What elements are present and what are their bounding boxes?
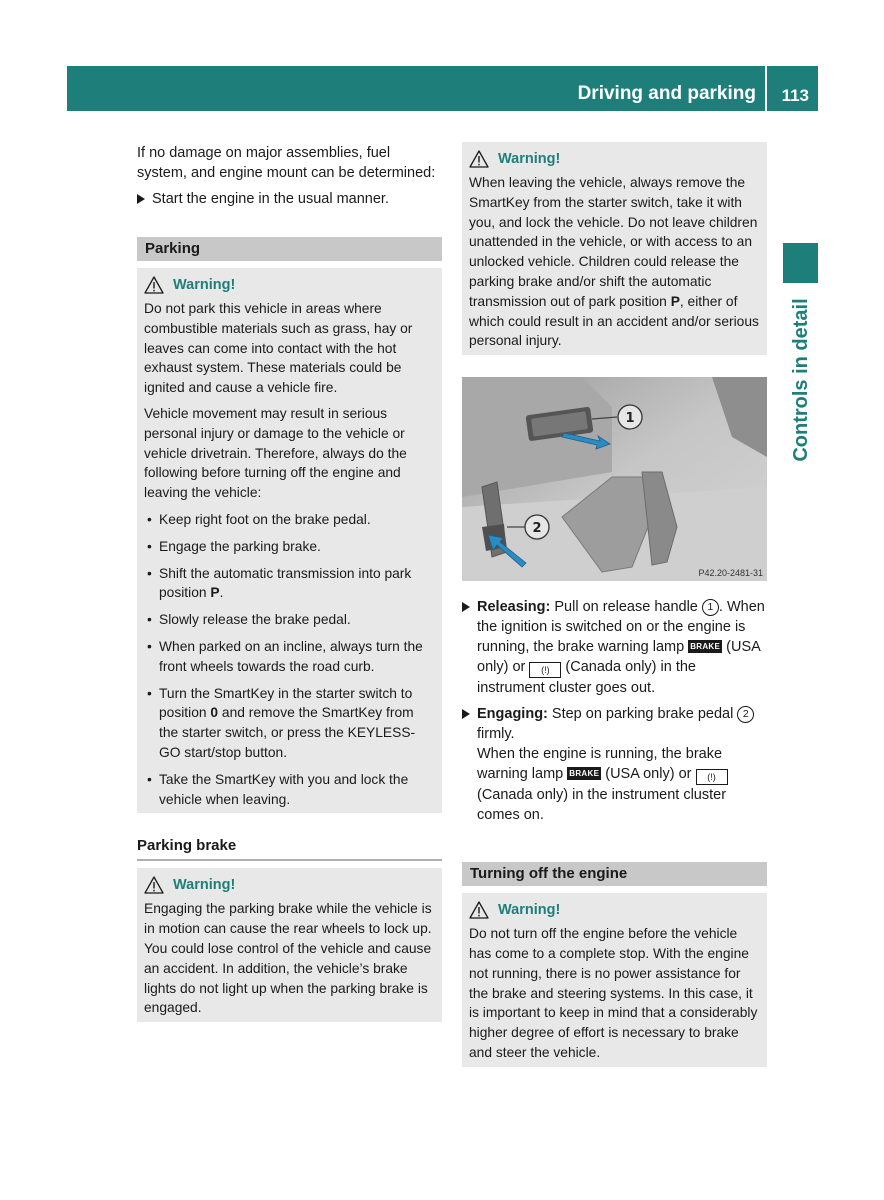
bullet-text: Take the SmartKey with you and lock the vehicle when leaving. bbox=[159, 771, 409, 807]
step-text: (USA only) or bbox=[477, 639, 761, 676]
instruction-arrow-icon bbox=[137, 194, 145, 204]
page-title: Driving and parking bbox=[577, 83, 756, 104]
bullet-text: Turn the SmartKey in the starter switch to position bbox=[159, 685, 413, 721]
warning-label: Warning! bbox=[498, 902, 561, 919]
step-text: (Canada only) in the instrument cluster comes on. bbox=[477, 787, 727, 824]
instruction-arrow-icon bbox=[462, 602, 470, 612]
pedal-illustration bbox=[462, 377, 767, 581]
step-label: Engaging: bbox=[477, 706, 548, 723]
header-bar bbox=[67, 66, 818, 111]
bullet-text: Slowly release the brake pedal. bbox=[159, 612, 351, 628]
instruction-step bbox=[137, 189, 442, 209]
step-text: . When the ignition is switched on or the engine is running, the brake warning lamp bbox=[477, 599, 765, 656]
warning-header bbox=[469, 898, 760, 922]
callout-1: 1 bbox=[625, 411, 635, 427]
step-engaging bbox=[462, 704, 767, 825]
warning-paragraph: Vehicle movement may result in serious personal injury or damage to the vehicle or vehicle drivetrain. Therefore, always do the following before turning off the engine and leaving the vehicle: bbox=[144, 405, 407, 501]
warning-triangle-icon bbox=[144, 876, 164, 894]
callout-ref-1: 1 bbox=[702, 599, 719, 616]
warning-label: Warning! bbox=[498, 151, 561, 167]
step-text: (Canada only) in the instrument cluster goes out. bbox=[477, 659, 696, 697]
brake-warning-lamp-icon: BRAKE bbox=[569, 769, 600, 779]
intro-text: If no damage on major assemblies, fuel system, and engine mount can be determined: bbox=[137, 145, 436, 181]
parking-brake-photo bbox=[462, 377, 767, 581]
right-column bbox=[462, 142, 767, 1067]
bullet-dot: • bbox=[147, 538, 152, 554]
bullet-item bbox=[144, 537, 435, 557]
bullet-dot: • bbox=[147, 685, 152, 701]
warning-triangle-icon bbox=[469, 901, 489, 919]
warning-header bbox=[144, 873, 435, 897]
bullet-dot: • bbox=[147, 771, 152, 787]
warning-box-parking bbox=[137, 268, 442, 813]
bullet-item bbox=[144, 637, 435, 677]
step-releasing bbox=[462, 597, 767, 698]
callout-ref-2: 2 bbox=[737, 706, 754, 723]
bullet-item bbox=[144, 510, 435, 530]
header-divider bbox=[765, 66, 767, 111]
section-heading-parking-brake: Parking brake bbox=[137, 835, 442, 861]
warning-text: , either of which could result in an accident and/or serious personal injury. bbox=[469, 293, 759, 349]
warning-box-leaving-vehicle bbox=[462, 142, 767, 355]
warning-paragraph: Engaging the parking brake while the vehicle is in motion can cause the rear wheels to lock up. You could lose control of the vehicle and cause an accident. In addition, the vehicle’s brake lights do not light up when the parking brake is engaged. bbox=[144, 901, 432, 1016]
step-text: When the engine is running, the brake warning lamp bbox=[477, 746, 723, 783]
step-text: Step on parking brake pedal bbox=[547, 706, 738, 723]
page-number: 113 bbox=[781, 86, 809, 105]
callout-2: 2 bbox=[532, 521, 542, 537]
bullet-dot: • bbox=[147, 638, 152, 654]
warning-box-turning-off bbox=[462, 893, 767, 1067]
bullet-text: Engage the parking brake. bbox=[159, 538, 321, 554]
bullet-item bbox=[144, 610, 435, 630]
bullet-item bbox=[144, 770, 435, 810]
side-tab-marker bbox=[783, 243, 818, 283]
bullet-text: Shift the automatic transmission into park position bbox=[159, 565, 412, 601]
step-label: Releasing: bbox=[477, 599, 551, 616]
bullet-dot: • bbox=[147, 511, 152, 527]
bullet-item bbox=[144, 684, 435, 763]
warning-header bbox=[469, 147, 760, 171]
warning-paragraph bbox=[469, 173, 760, 351]
section-heading-parking: Parking bbox=[137, 237, 442, 261]
warning-label: Warning! bbox=[173, 877, 236, 894]
bullet-dot: • bbox=[147, 565, 152, 581]
step-text: Pull on release handle bbox=[550, 599, 702, 616]
warning-paragraph: Do not park this vehicle in areas where combustible materials such as grass, hay or leaves can come into contact with the hot exhaust system. These materials could be ignited and cause a vehicle fire. bbox=[144, 301, 413, 396]
warning-box-parking-brake bbox=[137, 868, 442, 1022]
warning-bold: P bbox=[670, 293, 680, 309]
step-text: firmly. bbox=[477, 726, 515, 743]
brake-lamp-canada-icon: (!) bbox=[529, 662, 561, 678]
warning-text: When leaving the vehicle, always remove the SmartKey from the starter switch, take it with you, and lock the vehicle. Do not leave children unattended in the vehicle, or with access to an unlocked vehicle. Children could release the parking brake and/or shift the automatic transmission out of park position bbox=[469, 175, 758, 309]
warning-header bbox=[144, 273, 435, 297]
warning-triangle-icon bbox=[144, 276, 164, 294]
bullet-bold: P bbox=[210, 585, 220, 601]
warning-label: Warning! bbox=[173, 277, 236, 293]
bullet-item bbox=[144, 564, 435, 604]
left-column bbox=[137, 143, 442, 1022]
instruction-text: Start the engine in the usual manner. bbox=[152, 191, 389, 207]
brake-warning-lamp-icon: BRAKE bbox=[690, 642, 721, 652]
brake-lamp-canada-icon: (!) bbox=[696, 769, 728, 785]
bullet-bold: 0 bbox=[210, 705, 219, 721]
bullet-text: Keep right foot on the brake pedal. bbox=[159, 511, 371, 527]
bullet-text: . bbox=[219, 585, 224, 601]
side-tab bbox=[776, 290, 826, 470]
warning-paragraph: Do not turn off the engine before the vehicle has come to a complete stop. With the engine not running, there is no power assistance for the brake and steering systems. In this case, it is important to keep in mind that a considerably higher degree of effort is necessary to brake and steer the vehicle. bbox=[469, 926, 758, 1060]
instruction-arrow-icon bbox=[462, 709, 470, 719]
side-tab-label: Controls in detail bbox=[790, 298, 812, 462]
bullet-text: and remove the SmartKey from the starter switch, or press the KEYLESS-GO start/stop button. bbox=[159, 705, 416, 760]
bullet-dot: • bbox=[147, 612, 152, 628]
section-heading-turning-off: Turning off the engine bbox=[462, 862, 767, 886]
step-text: (USA only) or bbox=[601, 766, 696, 783]
warning-triangle-icon bbox=[469, 150, 489, 168]
bullet-text: When parked on an incline, always turn the front wheels towards the road curb. bbox=[159, 638, 423, 674]
figure-code: P42.20-2481-31 bbox=[698, 568, 763, 579]
